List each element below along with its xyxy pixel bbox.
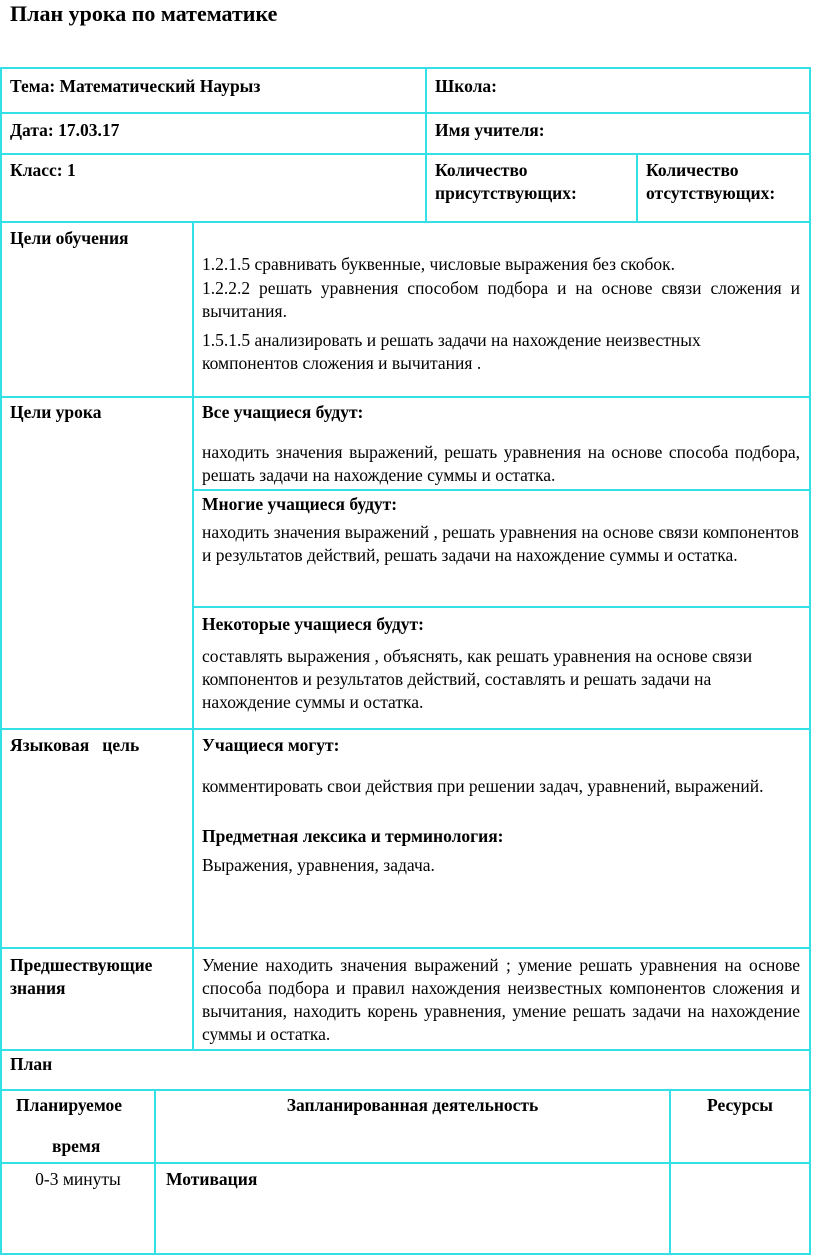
- language-goal-label: Языковая цель: [10, 735, 140, 755]
- lesson-goals-label: Цели урока: [10, 402, 102, 422]
- page-title: План урока по математике: [10, 1, 278, 26]
- plan-label: План: [10, 1054, 53, 1074]
- some-students-heading: Некоторые учащиеся будут:: [202, 614, 424, 634]
- teacher-cell: Имя учителя:: [435, 120, 545, 140]
- lexicon-text: Выражения, уравнения, задача.: [202, 855, 435, 875]
- plan-header-resources: Ресурсы: [707, 1095, 773, 1115]
- theme-cell: Тема: Математический Наурыз: [10, 76, 261, 96]
- students-can-text: комментировать свои действия при решении задач, уравнений, выражений.: [202, 776, 764, 796]
- school-cell: Школа:: [435, 76, 497, 96]
- prior-knowledge-text: Умение находить значения выражений ; умение решать уравнения на основе способа подбора и правил нахождения неизвестных компонентов сложения и вычитания, находить корень уравнения, умение решать задачи на нахождение суммы и остатка.: [202, 955, 800, 1044]
- prior-knowledge-label: Предшествующие знания: [10, 955, 153, 998]
- plan-row-activity: Мотивация: [166, 1169, 258, 1189]
- date-cell: Дата: 17.03.17: [10, 120, 120, 140]
- learning-goal-1: 1.2.1.5 сравнивать буквенные, числовые выражения без скобок.: [202, 254, 676, 274]
- learning-goal-3: 1.5.1.5 анализировать и решать задачи на нахождение неизвестных компонентов сложения и вычитания .: [202, 330, 701, 373]
- absent-count-cell: Количество отсутствующих:: [646, 160, 776, 203]
- plan-header-time: Планируемое: [16, 1095, 123, 1115]
- many-students-text: находить значения выражений , решать уравнения на основе связи компонентов и результатов действий, решать задачи на нахождение суммы и остатка.: [202, 522, 799, 565]
- many-students-heading: Многие учащиеся будут:: [202, 494, 398, 514]
- students-can-heading: Учащиеся могут:: [202, 735, 340, 755]
- plan-header-activity: Запланированная деятельность: [286, 1095, 539, 1115]
- lesson-plan-table: [0, 67, 811, 1255]
- learning-goal-2: 1.2.2.2 решать уравнения способом подбора и на основе связи сложения и вычитания.: [202, 278, 800, 321]
- some-students-text: составлять выражения , объяснять, как решать уравнения на основе связи компонентов и результатов действий, составлять и решать задачи на нахождение суммы и остатка.: [202, 646, 753, 712]
- all-students-text: находить значения выражений, решать уравнения на основе способа подбора, решать задачи на нахождение суммы и остатка.: [202, 442, 800, 485]
- all-students-heading: Все учащиеся будут:: [202, 402, 364, 422]
- present-count-cell: Количество присутствующих:: [435, 160, 577, 203]
- plan-row-time: 0-3 минуты: [35, 1169, 121, 1189]
- class-cell: Класс: 1: [10, 160, 76, 180]
- lexicon-heading: Предметная лексика и терминология:: [202, 826, 504, 846]
- plan-header-time-2: время: [52, 1136, 101, 1156]
- learning-goals-label: Цели обучения: [10, 228, 129, 248]
